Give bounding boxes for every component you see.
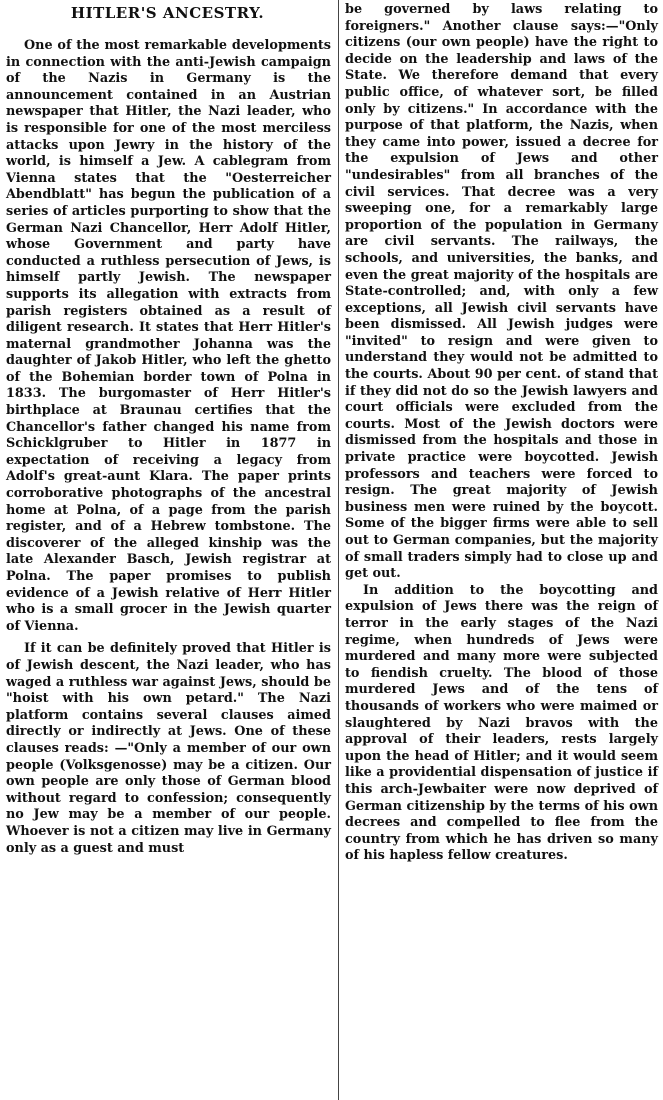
paragraph-conclusion: In addition to the boycotting and expulsion of Jews there was the reign of terror in the early stages of the Nazi regime, when hundreds of Jews were murdered and many more were subjected to fiendish cruelty. The blood of those murdered Jews and of the tens of thousands of workers who were maimed or slaughtered by Nazi bravos with the approval of their leaders, rests largely upon the head of Hitler; and it would seem like a providential dispensation of justice if this arch-Jewbaiter were now deprived of German citizenship by the terms of his own decrees and compelled to flee from the country from which he has driven so many of his hapless fellow creatures. [345,582,658,864]
headline: HITLER'S ANCESTRY. [70,4,265,22]
paragraph-intro: One of the most remarkable developments in connection with the anti-Jewish campaign of the Nazis in Germany is the announcement contained in an Austrian newspaper that Hitler, the Nazi leader, who is responsible for one of the most merciless attacks upon Jewry in the history of the world, is himself a Jew. A cablegram from Vienna states that the "Oesterreicher Abendblatt" has begun the publication of a series of articles purporting to show that the German Nazi Chancellor, Herr Adolf Hitler, whose Government and party have conducted a ruthless persecution of Jews, is himself partly Jewish. The newspaper supports its allegation with extracts from parish registers obtained as a result of diligent research. It states that Herr Hitler's maternal grandmother Johanna was the daughter of Jakob Hitler, who left the ghetto of the Bohemian border town of Polna in 1833. The burgomaster of Herr Hitler's birthplace at Braunau certifies that the Chancellor's father changed his name from Schicklgruber to Hitler in 1877 in expectation of receiving a legacy from Adolf's great-aunt Klara. The paper prints corroborative photographs of the ancestral home at Polna, of a page from the parish register, and of a Hebrew tombstone. The discoverer of the alleged kinship was the late Alexander Basch, Jewish registrar at Polna. The paper promises to publish evidence of a Jewish relative of Herr Hitler who is a small grocer in the Jewish quarter of Vienna. [6,38,331,634]
paragraph-continuation: be governed by laws relating to foreigners." Another clause says:—"Only citizens (our own people) have the right to decide on the leadership and laws of the State. We therefore demand that every public office, of whatever sort, be filled only by citizens." In accordance with the purpose of that platform, the Nazis, when they came into power, issued a decree for the expulsion of Jews and other "undesirables" from all branches of the civil services. That decree was a very sweeping one, for a remarkably large proportion of the population in Germany are civil servants. The railways, the schools, and universities, the banks, and even the great majority of the hospitals are State-controlled; and, with only a few exceptions, all Jewish civil servants have been dismissed. All Jewish judges were "invited" to resign and were given to understand they would not be admitted to the courts. About 90 per cent. of stand that if they did not do so the Jewish lawyers and court officials were excluded from the courts. Most of the Jewish doctors were dismissed from the hospitals and those in private practice were boycotted. Jewish professors and teachers were forced to resign. The great majority of Jewish business men were ruined by the boycott. Some of the bigger firms were able to sell out to German companies, but the majority of small traders simply had to close up and get out. [345,2,658,582]
right-column [345,2,658,865]
left-column [6,38,331,857]
column-divider [338,0,339,1100]
paragraph-platform: If it can be definitely proved that Hitler is of Jewish descent, the Nazi leader, who has waged a ruthless war against Jews, should be "hoist with his own petard." The Nazi platform contains several clauses aimed directly or indirectly at Jews. One of these clauses reads: —"Only a member of our own people (Volksgenosse) may be a citizen. Our own people are only those of German blood without regard to confession; consequently no Jew may be a member of our people. Whoever is not a citizen may live in Germany only as a guest and must [6,641,331,856]
